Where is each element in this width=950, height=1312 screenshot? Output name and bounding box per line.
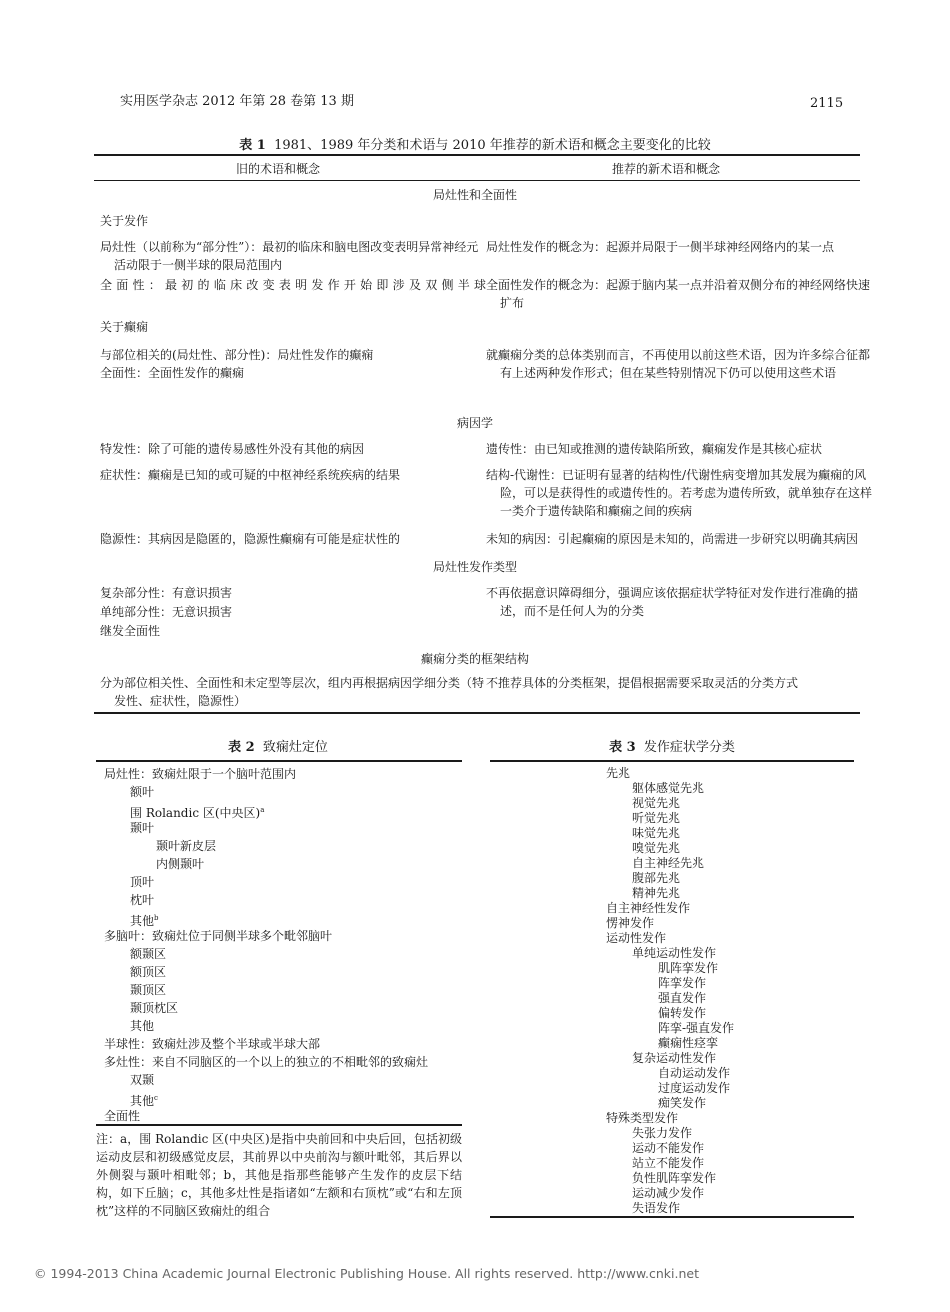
table2-item (130, 784, 154, 800)
table2-item (156, 856, 204, 872)
table3-title: 发作症状学分类 (643, 740, 735, 755)
table3-item: 视觉先兆 (632, 796, 681, 810)
table1-section-focal-types: 局灶性发作类型 (432, 560, 517, 574)
table2-item-text: 额叶 (130, 785, 155, 799)
footnote-mark: b (154, 914, 159, 922)
table1-top-rule (94, 154, 860, 156)
table1-framework-old: 分为部位相关性、全面性和未定型等层次，组内再根据病因学细分类（特发性、症状性，隐源性） (100, 676, 485, 708)
table1-epilepsy-old-2: 全面性：全面性发作的癫痫 (100, 366, 245, 380)
footnote-mark: c (154, 1094, 158, 1102)
table2-bottom-rule (96, 1124, 462, 1126)
table2-item-text: 其他 (130, 1094, 155, 1108)
table2-item (130, 892, 154, 908)
table1-sub-epilepsy: 关于癫痫 (100, 320, 149, 334)
table1-unknown-new: 未知的病因：引起癫痫的原因是未知的，尚需进一步研究以明确其病因 (486, 532, 859, 546)
table1-structural-new: 结构-代谢性：已证明有显著的结构性/代谢性病变增加其发展为癫痫的风险，可以是获得性的或遗传性的。若考虑为遗传所致，就单独存在这样一类介于遗传缺陷和癫痫之间的疾病 (486, 468, 873, 518)
table3-label: 表 3 (609, 740, 636, 755)
table2-item (104, 1054, 428, 1070)
table2-item-text: 其他 (130, 914, 155, 928)
table1-sub-seizure: 关于发作 (100, 214, 149, 228)
table2-item (130, 1018, 154, 1034)
table2-item (130, 1000, 178, 1016)
table2-item (130, 910, 159, 929)
table1-label: 表 1 (239, 138, 266, 153)
table1-complex-partial-old: 复杂部分性：有意识损害 (100, 586, 233, 600)
table2-item-text: 半球性：致痫灶涉及整个半球或半球大部 (104, 1037, 321, 1051)
table3-item: 复杂运动性发作 (632, 1051, 717, 1065)
table2-item-text: 额颞区 (130, 947, 167, 961)
table2-item-text: 双颞 (130, 1073, 155, 1087)
table1-section-etiology: 病因学 (456, 416, 493, 430)
table2-item (104, 766, 296, 782)
table3-item: 听觉先兆 (632, 811, 681, 825)
table3-item: 嗅觉先兆 (632, 841, 681, 855)
table3-item: 愣神发作 (606, 916, 655, 930)
table3-item: 自主神经性发作 (606, 901, 691, 915)
table3-item: 自动运动发作 (658, 1066, 731, 1080)
table3-item: 负性肌阵挛发作 (632, 1171, 717, 1185)
table3-item: 失张力发作 (632, 1126, 693, 1140)
table2-note: 注：a，围 Rolandic 区(中央区)是指中央前回和中央后回，包括初级运动皮层和初级感觉皮层，其前界以中央前沟与额叶毗邻，其后界以外侧裂与颞叶相毗邻；b，其他是指那些能够产生发作的皮层下结构，如下丘脑；c，其他多灶性是指诸如“左额和右顶枕”或“右和左顶枕”这样的不同脑区致痫灶的组合 (96, 1132, 462, 1218)
table1-idiopathic-old: 特发性：除了可能的遗传易感性外没有其他的病因 (100, 442, 365, 456)
table2-item-text: 多脑叶：致痫灶位于同侧半球多个毗邻脑叶 (104, 929, 333, 943)
table3-bottom-rule (490, 1216, 854, 1218)
table1-framework-new: 不推荐具体的分类框架，提倡根据需要采取灵活的分类方式 (486, 676, 799, 690)
table1-col-old: 旧的术语和概念 (236, 162, 321, 176)
table2-item (130, 982, 166, 998)
table2-item-text: 多灶性：来自不同脑区的一个以上的独立的不相毗邻的致痫灶 (104, 1055, 429, 1069)
table1-secondary-general-old: 继发全面性 (100, 624, 161, 638)
table2-item-text: 局灶性：致痫灶限于一个脑叶范围内 (104, 767, 297, 781)
table1-simple-partial-old: 单纯部分性：无意识损害 (100, 605, 233, 619)
table3-item: 运动不能发作 (632, 1141, 705, 1155)
table2-item (130, 1090, 158, 1109)
table1-general-new: 全面性发作的概念为：起源于脑内某一点并沿着双侧分布的神经网络快速扩布 (486, 278, 871, 310)
table3-caption (490, 736, 854, 755)
page-number: 2115 (810, 96, 844, 111)
table3-item: 先兆 (606, 766, 631, 780)
table2-item (156, 838, 216, 854)
running-header: 实用医学杂志 2012 年第 28 卷第 13 期 (120, 94, 354, 109)
table3-item: 运动性发作 (606, 931, 667, 945)
table1-symptomatic-old: 症状性：癫痫是已知的或可疑的中枢神经系统疾病的结果 (100, 468, 401, 482)
table1-caption (0, 134, 950, 153)
table2-item-text: 颞叶新皮层 (156, 839, 217, 853)
table1-epilepsy-new: 就癫痫分类的总体类别而言，不再使用以前这些术语，因为许多综合征都有上述两种发作形式；但在某些特别情况下仍可以使用这些术语 (486, 348, 871, 380)
table2-item (130, 874, 154, 890)
table3-item: 痴笑发作 (658, 1096, 707, 1110)
table3-item: 自主神经先兆 (632, 856, 705, 870)
table2-item-text: 额顶区 (130, 965, 167, 979)
table3-item: 躯体感觉先兆 (632, 781, 705, 795)
table2-top-rule (96, 760, 462, 762)
footnote-mark: a (260, 806, 265, 814)
table2-item-text: 颞叶 (130, 821, 155, 835)
table1-general-old: 全面性：最初的临床改变表明发作开始即涉及双侧半球 (100, 278, 486, 292)
table2-label: 表 2 (228, 740, 255, 755)
table3-item: 偏转发作 (658, 1006, 707, 1020)
table2-item (130, 946, 166, 962)
table1-section-focal-general: 局灶性和全面性 (432, 188, 517, 202)
table2-item (104, 928, 332, 944)
table2-item-text: 枕叶 (130, 893, 155, 907)
table1-head-rule (94, 180, 860, 181)
table3-item: 阵挛-强直发作 (658, 1021, 735, 1035)
table2-item-text: 颞顶区 (130, 983, 167, 997)
table2-item-text: 全面性 (104, 1109, 141, 1123)
table1-genetic-new: 遗传性：由已知或推测的遗传缺陷所致，癫痫发作是其核心症状 (486, 442, 823, 456)
table1-title: 1981、1989 年分类和术语与 2010 年推荐的新术语和概念主要变化的比较 (274, 138, 711, 153)
table2-item (130, 1072, 154, 1088)
table2-item (130, 802, 264, 821)
table1-focal-old: 局灶性（以前称为“部分性”）：最初的临床和脑电图改变表明异常神经元活动限于一侧半球的限局范围内 (100, 240, 479, 272)
table3-item: 单纯运动性发作 (632, 946, 717, 960)
table3-item: 过度运动发作 (658, 1081, 731, 1095)
table1-types-new: 不再依据意识障碍细分，强调应该依据症状学特征对发作进行准确的描述，而不是任何人为的分类 (486, 586, 859, 618)
table1-epilepsy-old-1: 与部位相关的(局灶性、部分性)：局灶性发作的癫痫 (100, 348, 374, 362)
table3-item: 特殊类型发作 (606, 1111, 679, 1125)
table2-title: 致痫灶定位 (262, 740, 328, 755)
table1-focal-new: 局灶性发作的概念为：起源并局限于一侧半球神经网络内的某一点 (486, 240, 835, 254)
table3-item: 运动减少发作 (632, 1186, 705, 1200)
table1-cryptogenic-old: 隐源性：其病因是隐匿的，隐源性癫痫有可能是症状性的 (100, 532, 401, 546)
table1-section-framework: 癫痫分类的框架结构 (420, 652, 529, 666)
table1-bottom-rule (94, 712, 860, 714)
table1-col-new: 推荐的新术语和概念 (612, 162, 721, 176)
table2-item-text: 围 Rolandic 区(中央区) (130, 806, 261, 820)
table3-item: 阵挛发作 (658, 976, 707, 990)
table2-item-text: 其他 (130, 1019, 155, 1033)
table3-item: 失语发作 (632, 1201, 681, 1215)
table3-item: 强直发作 (658, 991, 707, 1005)
table3-item: 站立不能发作 (632, 1156, 705, 1170)
table2-item (130, 820, 154, 836)
table2-item (104, 1036, 320, 1052)
table2-item (130, 964, 166, 980)
table3-item: 肌阵挛发作 (658, 961, 719, 975)
table2-item-text: 颞顶枕区 (130, 1001, 179, 1015)
copyright-footer: © 1994-2013 China Academic Journal Electronic Publishing House. All rights reserved. http://www.cnki.net (34, 1266, 699, 1281)
table2-item (104, 1108, 140, 1124)
table3-item: 精神先兆 (632, 886, 681, 900)
table3-item: 癫痫性痉挛 (658, 1036, 719, 1050)
table3-top-rule (490, 760, 854, 762)
table2-caption (96, 736, 460, 755)
table2-item-text: 内侧颞叶 (156, 857, 205, 871)
table3-item: 腹部先兆 (632, 871, 681, 885)
table3-item: 味觉先兆 (632, 826, 681, 840)
table2-item-text: 顶叶 (130, 875, 155, 889)
